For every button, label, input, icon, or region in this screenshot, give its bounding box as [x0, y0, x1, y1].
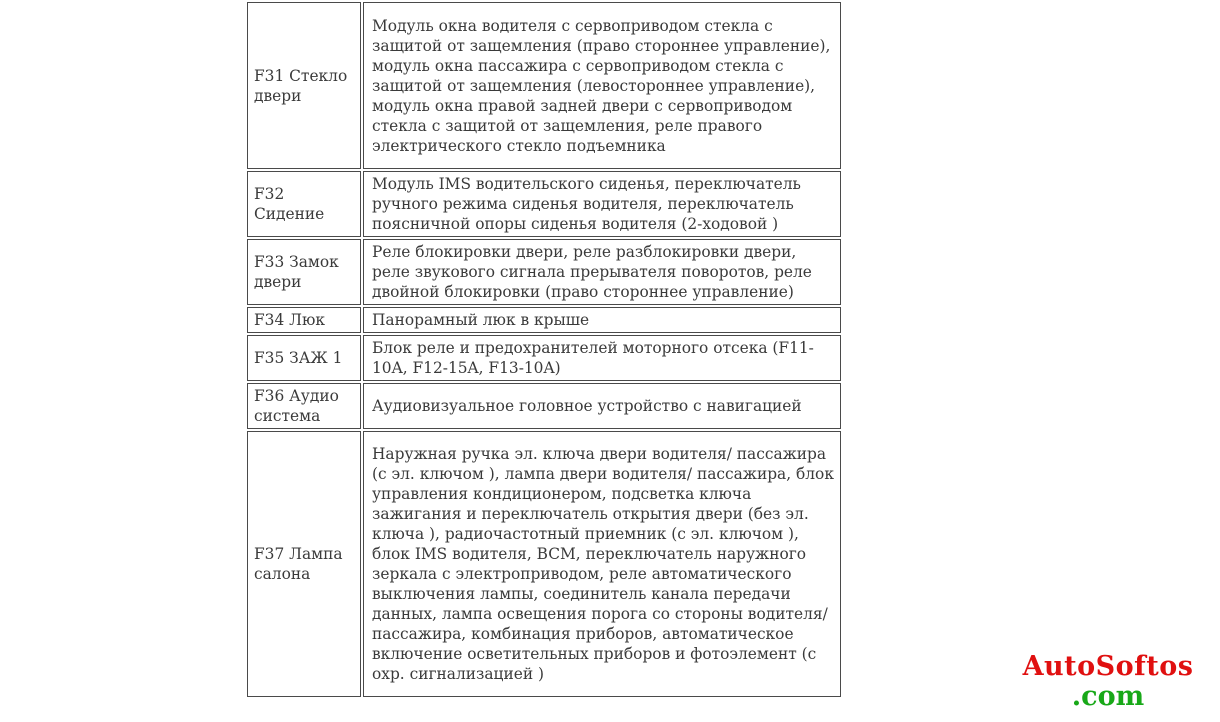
watermark-domain: .com [1071, 681, 1145, 712]
table-row [247, 383, 841, 429]
watermark-brand: AutoSoftos [1022, 651, 1194, 682]
fuse-name-cell: F37 Лампа салона [247, 431, 361, 697]
fuse-name-cell: F36 Аудио система [247, 383, 361, 429]
fuse-description-cell: Блок реле и предохранителей моторного отсека (F11-10A, F12-15A, F13-10A) [363, 335, 841, 381]
fuse-description-cell: Модуль IMS водительского сиденья, переключатель ручного режима сиденья водителя, переключатель поясничной опоры сиденья водителя (2-ходовой ) [363, 171, 841, 237]
fuse-table [245, 0, 843, 699]
fuse-name-cell: F33 Замок двери [247, 239, 361, 305]
watermark-logo [1008, 652, 1208, 712]
fuse-name-cell: F34 Люк [247, 307, 361, 333]
fuse-description-cell: Наружная ручка эл. ключа двери водителя/ пассажира (с эл. ключом ), лампа двери водителя/ пассажира, блок управления кондиционером, подсветка ключа зажигания и переключатель открытия двери (без эл. ключа ), радиочастотный приемник (с эл. ключом ), блок IMS водителя, BCM, переключатель наружного зеркала с электроприводом, реле автоматического выключения лампы, соединитель канала передачи данных, лампа освещения порога со стороны водителя/ пассажира, комбинация приборов, автоматическое включение осветительных приборов и фотоэлемент (с охр. сигнализацией ) [363, 431, 841, 697]
fuse-description-cell: Модуль окна водителя с сервоприводом стекла с защитой от защемления (право стороннее управление), модуль окна пассажира с сервоприводом стекла с защитой от защемления (левостороннее управление), модуль окна правой задней двери с сервоприводом стекла с защитой от защемления, реле правого электрического стекло подъемника [363, 2, 841, 169]
table-row [247, 2, 841, 169]
fuse-name-cell: F32 Сидение [247, 171, 361, 237]
table-row [247, 431, 841, 697]
table-row [247, 171, 841, 237]
table-row [247, 335, 841, 381]
fuse-name-cell: F31 Стекло двери [247, 2, 361, 169]
fuse-name-cell: F35 ЗАЖ 1 [247, 335, 361, 381]
fuse-description-cell: Реле блокировки двери, реле разблокировки двери, реле звукового сигнала прерывателя поворотов, реле двойной блокировки (право стороннее управление) [363, 239, 841, 305]
table-row [247, 239, 841, 305]
fuse-description-cell: Аудиовизуальное головное устройство с навигацией [363, 383, 841, 429]
table-row [247, 307, 841, 333]
fuse-description-cell: Панорамный люк в крыше [363, 307, 841, 333]
